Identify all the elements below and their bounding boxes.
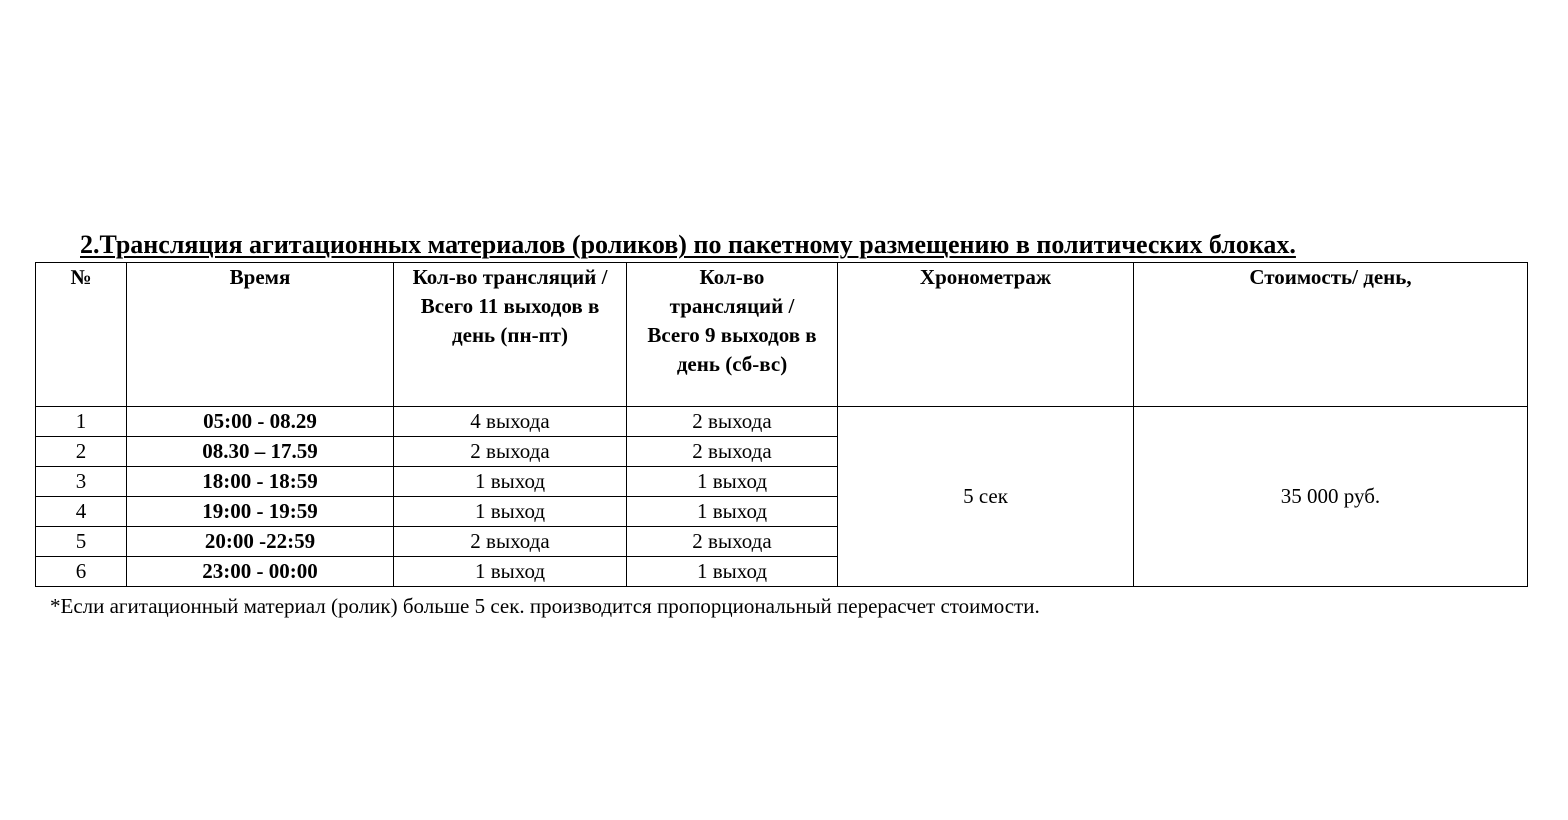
- price-value: 35 000 руб.: [1134, 407, 1528, 587]
- row-time: 18:00 - 18:59: [127, 467, 394, 497]
- row-weekday-count: 1 выход: [394, 557, 627, 587]
- duration-value: 5 сек: [838, 407, 1134, 587]
- table-row: [36, 407, 1528, 437]
- row-weekday-count: 1 выход: [394, 467, 627, 497]
- row-weekend-count: 1 выход: [627, 557, 838, 587]
- row-time: 19:00 - 19:59: [127, 497, 394, 527]
- header-weekend-count: Кол-во трансляций / Всего 9 выходов в день (сб-вс): [627, 263, 838, 407]
- row-time: 20:00 -22:59: [127, 527, 394, 557]
- row-time: 23:00 - 00:00: [127, 557, 394, 587]
- row-weekend-count: 1 выход: [627, 467, 838, 497]
- row-weekday-count: 2 выхода: [394, 437, 627, 467]
- header-time: Время: [127, 263, 394, 407]
- row-weekday-count: 2 выхода: [394, 527, 627, 557]
- row-num: 5: [36, 527, 127, 557]
- row-weekend-count: 2 выхода: [627, 407, 838, 437]
- row-weekend-count: 1 выход: [627, 497, 838, 527]
- row-weekday-count: 4 выхода: [394, 407, 627, 437]
- header-num: №: [36, 263, 127, 407]
- row-num: 1: [36, 407, 127, 437]
- document-title: 2.Трансляция агитационных материалов (роликов) по пакетному размещению в политических блоках.: [80, 230, 1296, 259]
- table-header-row: [36, 263, 1528, 407]
- row-num: 4: [36, 497, 127, 527]
- row-time: 08.30 – 17.59: [127, 437, 394, 467]
- row-num: 3: [36, 467, 127, 497]
- row-num: 2: [36, 437, 127, 467]
- rates-table: [35, 262, 1528, 587]
- footnote: *Если агитационный материал (ролик) больше 5 сек. производится пропорциональный перерасчет стоимости.: [50, 594, 1040, 618]
- row-num: 6: [36, 557, 127, 587]
- header-weekday-count: Кол-во трансляций / Всего 11 выходов в день (пн-пт): [394, 263, 627, 407]
- header-duration: Хронометраж: [838, 263, 1134, 407]
- row-time: 05:00 - 08.29: [127, 407, 394, 437]
- row-weekend-count: 2 выхода: [627, 527, 838, 557]
- header-price: Стоимость/ день,: [1134, 263, 1528, 407]
- row-weekday-count: 1 выход: [394, 497, 627, 527]
- row-weekend-count: 2 выхода: [627, 437, 838, 467]
